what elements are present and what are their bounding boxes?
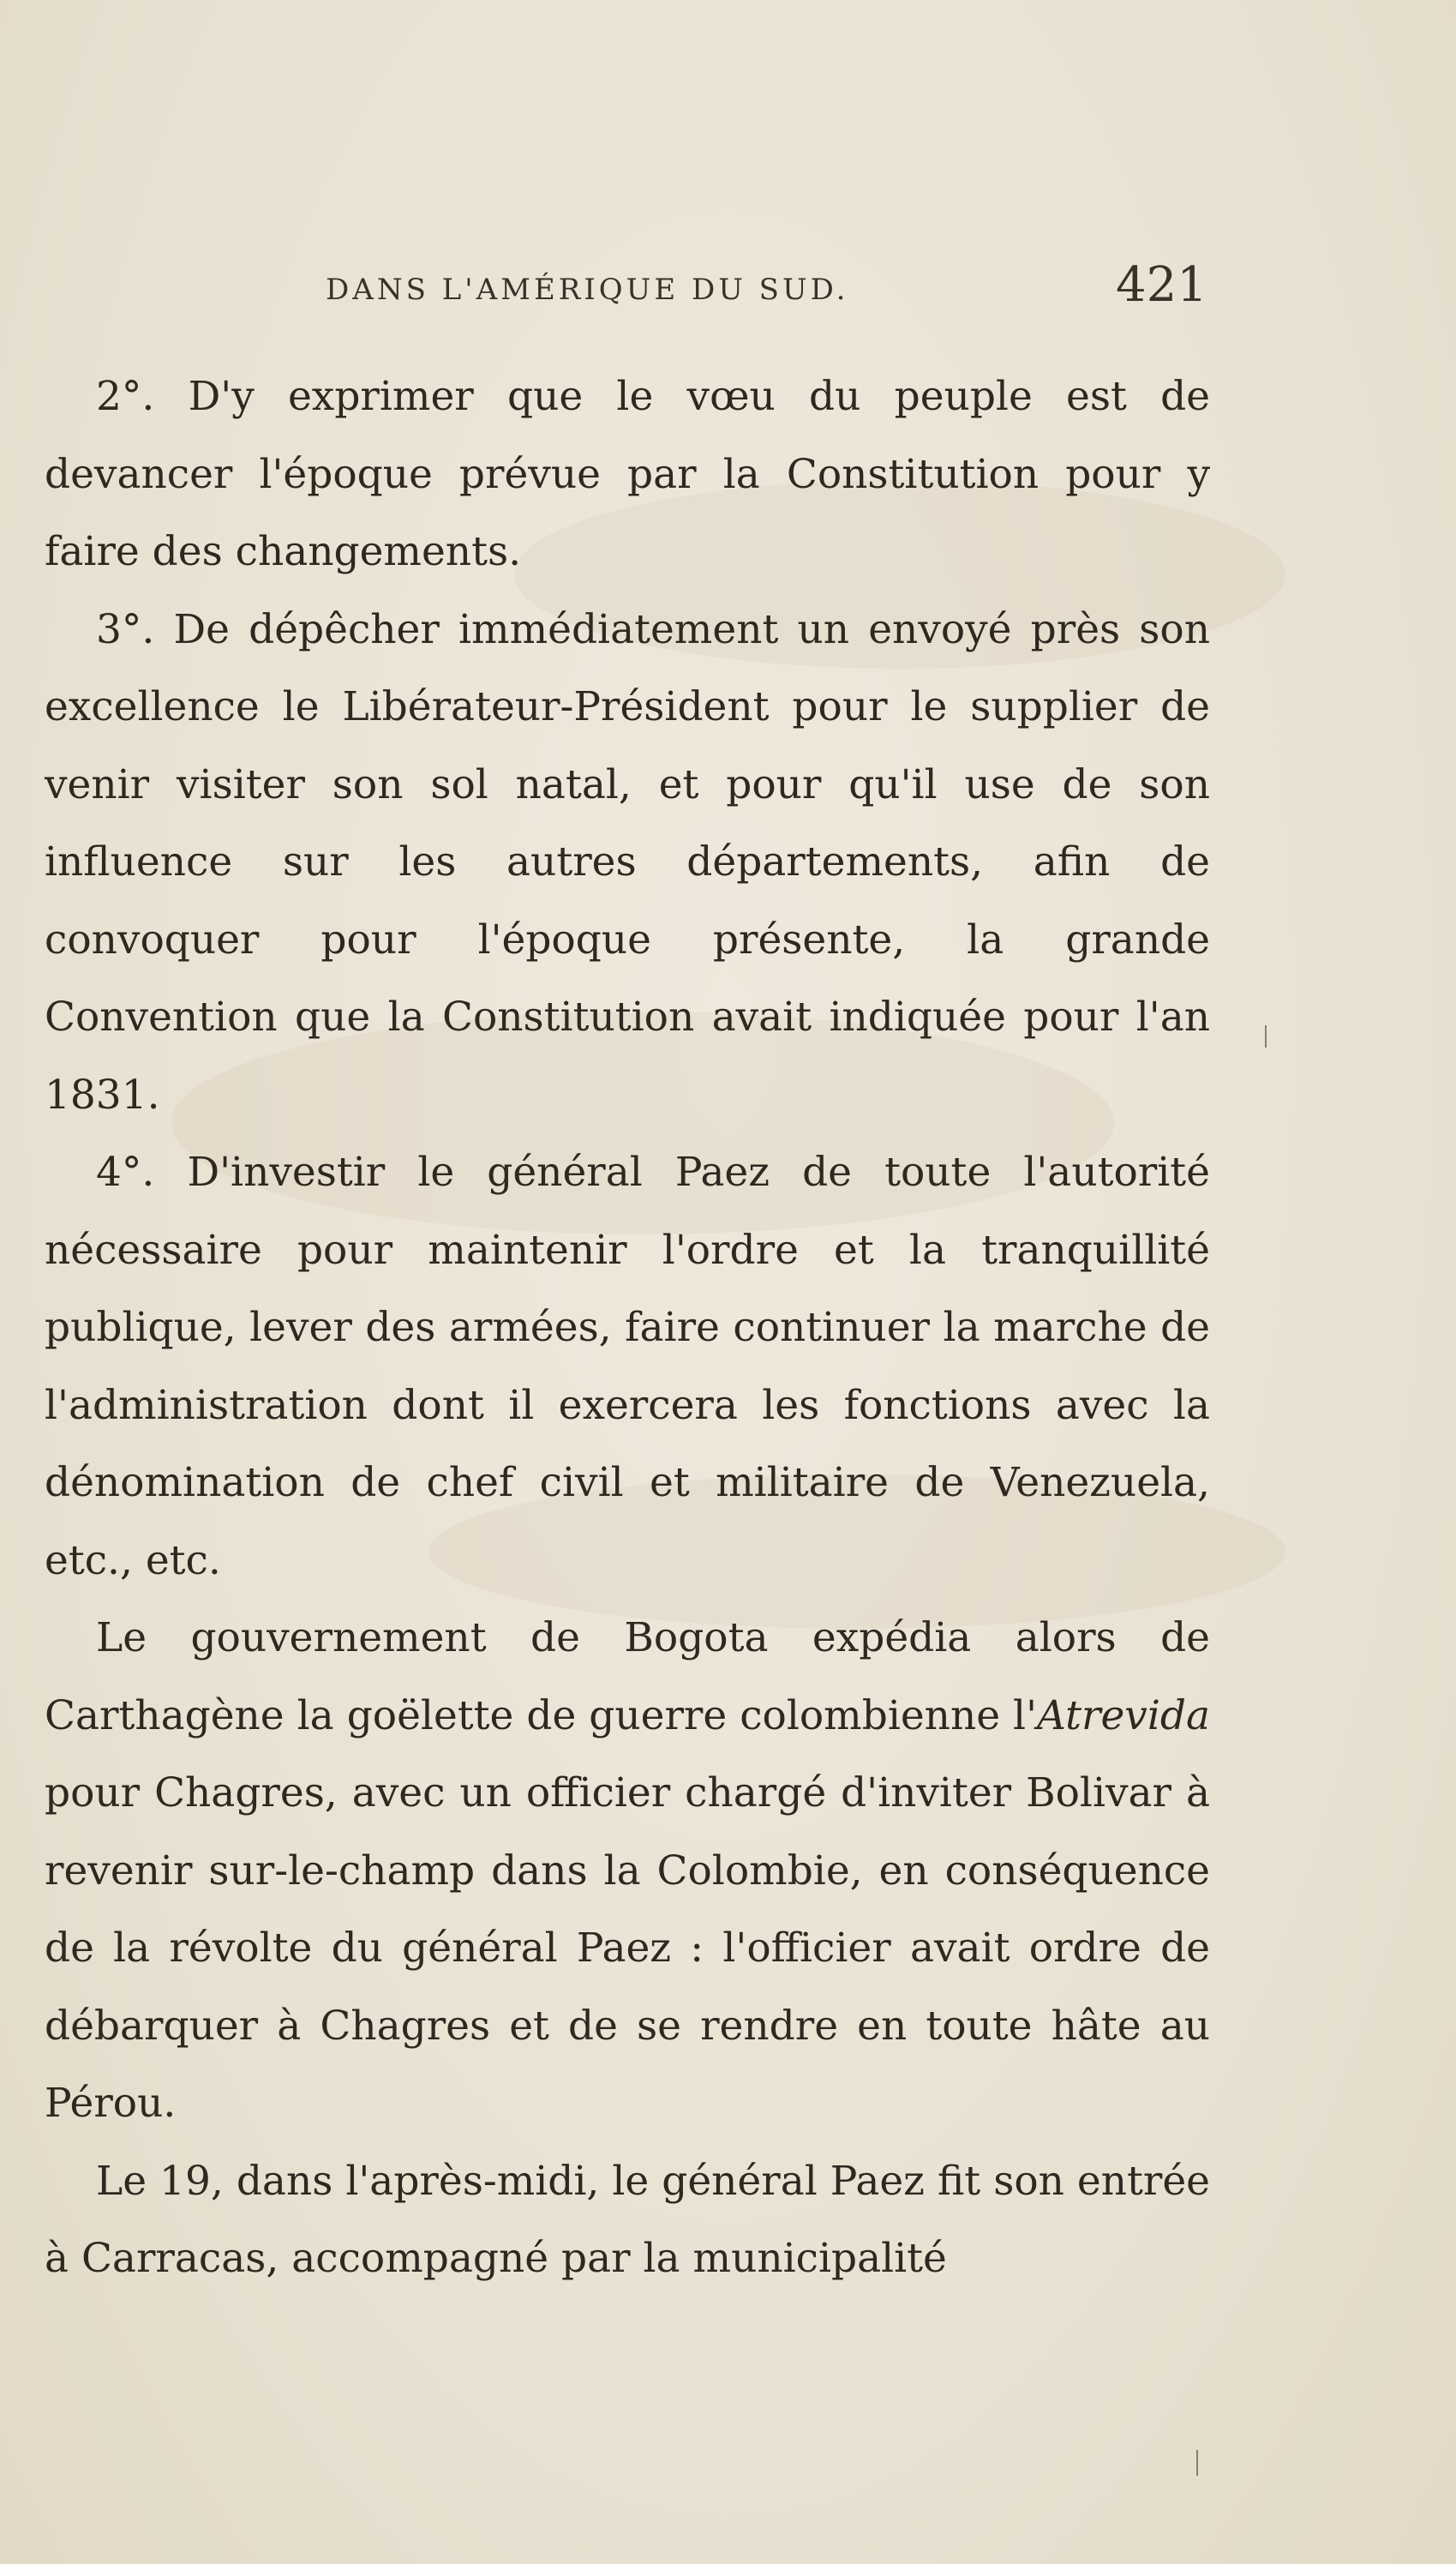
running-head: DANS L'AMÉRIQUE DU SUD.: [326, 273, 849, 307]
paragraph-item-4: 4°. D'investir le général Paez de toute l'autorité nécessaire pour maintenir l'ordre et la tranquillité publique, lever des armées, faire continuer la marche de l'administration dont il exercera les fonctions avec la dénomination de chef civil et militaire de Venezuela, etc., etc.: [45, 1149, 1210, 1584]
paragraph-item-3: 3°. De dépêcher immédiatement un envoyé près son excellence le Libérateur-Président pour le supplier de venir visiter son sol natal, et pour qu'il use de son influence sur les autres départements, afin de convoquer pour l'époque présente, la grande Convention que la Constitution avait indiquée pour l'an 1831.: [45, 605, 1210, 1119]
body-text: [45, 358, 1210, 2298]
paragraph-item-2: 2°. D'y exprimer que le vœu du peuple est de devancer l'époque prévue par la Constitution pour y faire des changements.: [45, 373, 1210, 575]
paragraph-text: pour Chagres, avec un officier chargé d'inviter Bolivar à revenir sur-le-champ dans la Colombie, en conséquence de la révolte du général Paez : l'officier avait ordre de débarquer à Chagres et de se rendre en toute hâte au Pérou.: [45, 1769, 1210, 2127]
paragraph-paez-entry: Le 19, dans l'après-midi, le général Paez fit son entrée à Carracas, accompagné par la municipalité: [45, 2157, 1210, 2282]
ship-name: Atrevida: [1037, 1691, 1210, 1739]
margin-mark: [1196, 2450, 1198, 2476]
margin-mark: [1265, 1025, 1267, 1048]
page-number: 421: [1116, 257, 1207, 313]
paragraph-text: Le gouvernement de Bogota expédia alors de Carthagène la goëlette de guerre colombienne l': [45, 1614, 1210, 1739]
paragraph-bogota: [45, 1600, 1210, 2143]
